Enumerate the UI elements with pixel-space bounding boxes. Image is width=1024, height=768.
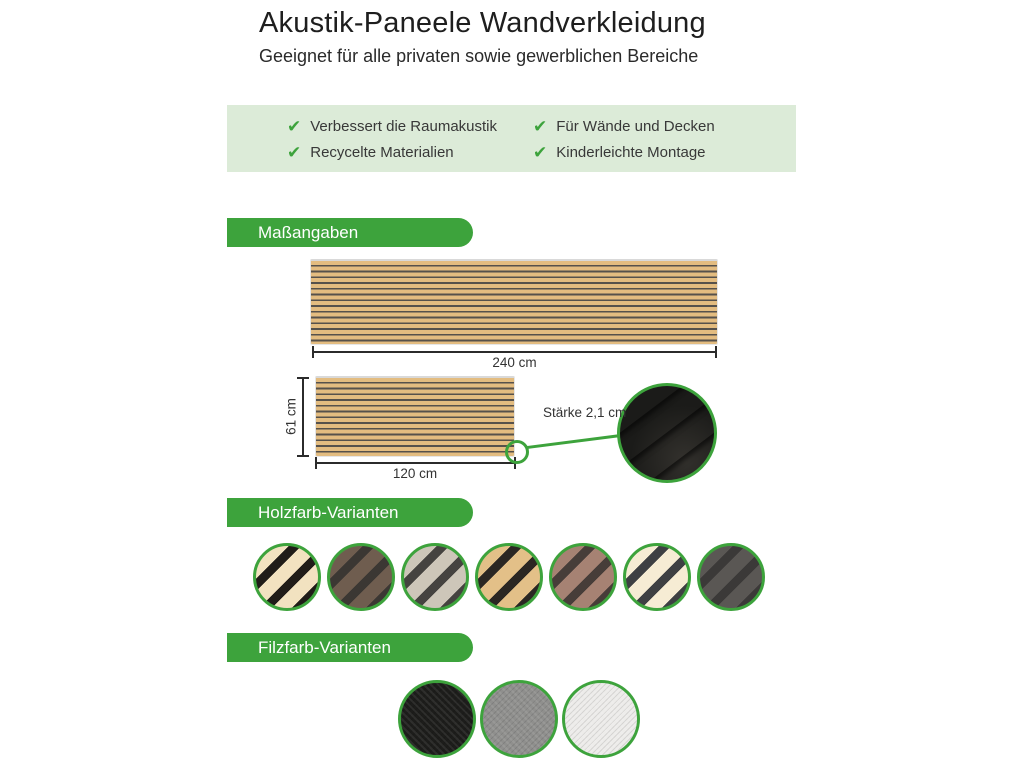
dimension-line-240 [312, 351, 717, 353]
dimension-tick [297, 377, 309, 379]
page-subtitle: Geeignet für alle privaten sowie gewerblichen Bereiche [259, 46, 699, 66]
checkmark-icon: ✔ [533, 142, 548, 162]
dimension-label-120: 120 cm [392, 466, 438, 481]
checkmark-icon: ✔ [533, 116, 548, 136]
feature-item [533, 115, 715, 137]
felt-variant-1 [398, 680, 476, 758]
dimension-tick [297, 455, 309, 457]
feature-label: Verbessert die Raumakustik [310, 117, 498, 135]
feature-label: Recycelte Materialien [310, 143, 454, 161]
zoom-detail-circle [617, 383, 717, 483]
wood-variant-1 [253, 543, 321, 611]
section-header-wood-colors: Holzfarb-Varianten [227, 498, 473, 527]
wood-variant-row [253, 543, 765, 611]
feature-item [287, 141, 454, 163]
wood-variant-4 [475, 543, 543, 611]
section-header-dimensions: Maßangaben [227, 218, 473, 247]
checkmark-icon: ✔ [287, 142, 302, 162]
wood-variant-3 [401, 543, 469, 611]
dimension-line-61 [302, 377, 304, 457]
zoom-callout-line [527, 434, 622, 449]
feature-item [287, 115, 497, 137]
page-title: Akustik-Paneele Wandverkleidung [259, 7, 706, 39]
dimension-label-240: 240 cm [492, 355, 537, 370]
felt-variant-3 [562, 680, 640, 758]
checkmark-icon: ✔ [287, 116, 302, 136]
feature-label: Für Wände und Decken [556, 117, 715, 135]
felt-variant-2 [480, 680, 558, 758]
wood-variant-5 [549, 543, 617, 611]
dimension-line-120 [315, 462, 516, 464]
features-box [227, 105, 796, 172]
wood-variant-6 [623, 543, 691, 611]
section-header-felt-colors: Filzfarb-Varianten [227, 633, 473, 662]
zoom-callout-circle [505, 440, 529, 464]
wood-variant-7 [697, 543, 765, 611]
felt-variant-row [398, 680, 640, 758]
panel-small-illustration [315, 376, 515, 457]
feature-label: Kinderleichte Montage [556, 143, 706, 161]
panel-large-illustration [310, 259, 718, 345]
feature-item [533, 141, 706, 163]
thickness-label: Stärke 2,1 cm [543, 405, 627, 420]
wood-variant-2 [327, 543, 395, 611]
dimension-label-61: 61 cm [283, 398, 299, 435]
